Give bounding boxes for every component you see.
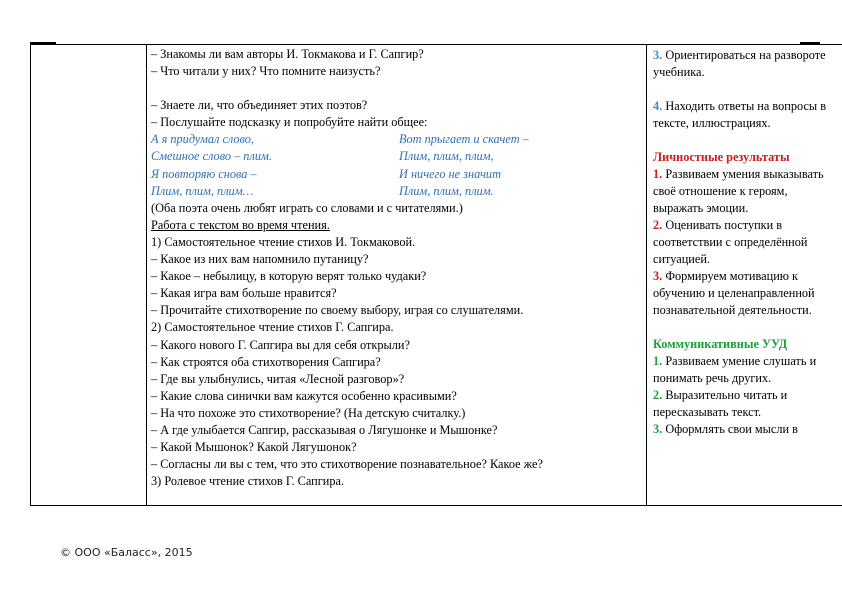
stage-cell: [31, 45, 147, 506]
question-line: – Какие слова синички вам кажутся особенно красивыми?: [151, 388, 457, 403]
teacher-activity-cell: [147, 45, 647, 506]
question-line: – Какой Мышонок? Какой Лягушонок?: [151, 440, 357, 455]
question-line: – Какого нового Г. Сапгира вы для себя открыли?: [151, 337, 410, 352]
question-line: – Послушайте подсказку и попробуйте найти общее:: [151, 115, 428, 130]
copyright-footer: © ООО «Баласс», 2015: [60, 546, 193, 559]
result-item: 2. Оценивать поступки в соответствии с определённой ситуацией.: [653, 218, 808, 266]
result-item: 3. Ориентироваться на развороте учебника.: [653, 48, 826, 79]
question-line: 1) Самостоятельное чтение стихов И. Токмаковой.: [151, 234, 416, 249]
question-line: 3) Ролевое чтение стихов Г. Сапгира.: [151, 474, 345, 489]
question-line: – На что похоже это стихотворение? (На детскую считалку.): [151, 405, 466, 420]
result-item: 1. Развиваем умения выказывать своё отношение к героям, выражать эмоции.: [653, 167, 824, 215]
question-line: – А где улыбается Сапгир, рассказывая о Лягушонке и Мышонке?: [151, 422, 498, 437]
personal-results-heading: Личностные результаты: [653, 150, 790, 164]
result-item: 2. Выразительно читать и пересказывать текст.: [653, 388, 788, 419]
question-line: – Какое из них вам напомнило путаницу?: [151, 252, 369, 267]
communicative-heading: Коммуникативные УУД: [653, 337, 788, 351]
poem-line: Я повторяю снова – И ничего не значит: [151, 166, 501, 181]
question-line: – Где вы улыбнулись, читая «Лесной разговор»?: [151, 371, 405, 386]
result-item: 1. Развиваем умение слушать и понимать речь других.: [653, 354, 817, 385]
question-line: – Как строятся оба стихотворения Сапгира?: [151, 354, 381, 369]
results-cell: [647, 45, 842, 506]
work-heading: Работа с текстом во время чтения.: [151, 217, 330, 232]
question-line: – Знаете ли, что объединяет этих поэтов?: [151, 98, 368, 113]
poem-line: Плим, плим, плим… Плим, плим, плим.: [151, 183, 494, 198]
question-line: – Какое – небылицу, в которую верят только чудаки?: [151, 269, 427, 284]
question-line: – Какая игра вам больше нравится?: [151, 286, 337, 301]
question-line: – Что читали у них? Что помните наизусть?: [151, 64, 381, 79]
result-item: 3. Оформлять свои мысли в: [653, 422, 798, 436]
question-line: – Согласны ли вы с тем, что это стихотворение познавательное? Какое же?: [151, 457, 543, 472]
question-line: 2) Самостоятельное чтение стихов Г. Сапгира.: [151, 320, 394, 335]
result-item: 4. Находить ответы на вопросы в тексте, иллюстрациях.: [653, 99, 827, 130]
poets-note: (Оба поэта очень любят играть со словами и с читателями.): [151, 200, 463, 215]
poem-line: А я придумал слово, Вот прыгает и скачет –: [151, 132, 529, 147]
result-item: 3. Формируем мотивацию к обучению и целенаправленной познавательной деятельности.: [653, 269, 815, 317]
poem-line: Смешное слово – плим. Плим, плим, плим,: [151, 149, 494, 164]
question-line: – Прочитайте стихотворение по своему выбору, играя со слушателями.: [151, 303, 524, 318]
lesson-table: [30, 44, 842, 506]
question-line: – Знакомы ли вам авторы И. Токмакова и Г. Сапгир?: [151, 47, 424, 61]
